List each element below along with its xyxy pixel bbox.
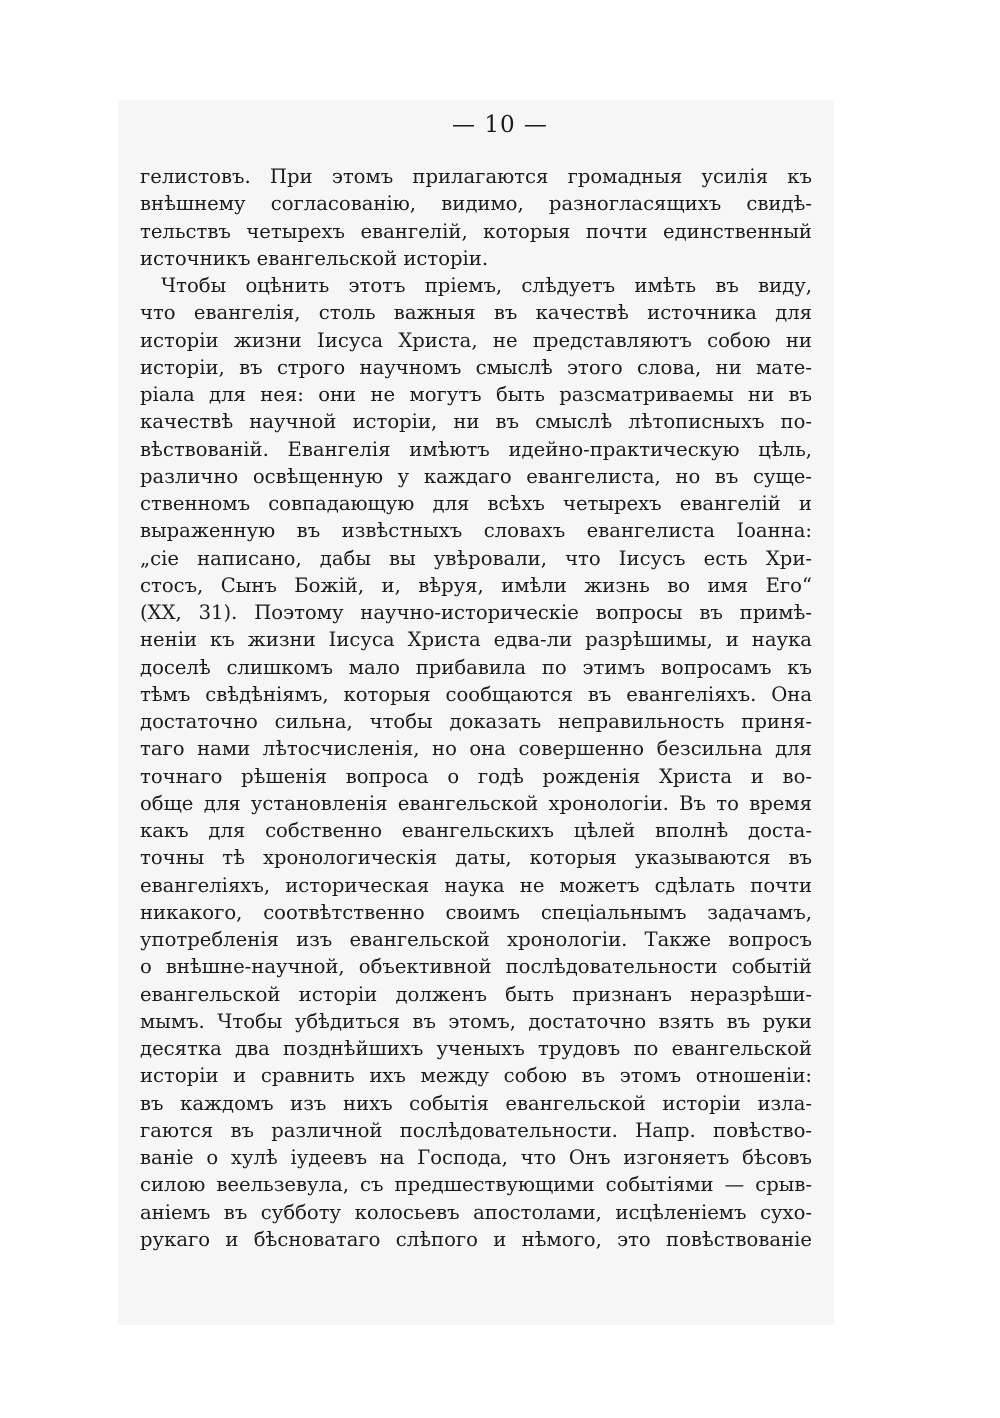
text-line: неніи къ жизни Іисуса Христа едва-ли разрѣшимы, и наука <box>140 628 812 652</box>
text-line: тельствъ четырехъ евангелій, которыя почти единственный <box>140 219 812 243</box>
text-line: гаются въ различной послѣдовательности. Напр. повѣство- <box>140 1118 812 1142</box>
text-line: точнаго рѣшенія вопроса о годѣ рожденія Христа и во- <box>140 764 812 788</box>
text-line: внѣшнему согласованію, видимо, разногласящихъ свидѣ- <box>140 192 812 216</box>
text-line: евангеліяхъ, историческая наука не можетъ сдѣлать почти <box>140 873 812 897</box>
text-line: Чтобы оцѣнить этотъ пріемъ, слѣдуетъ имѣть въ виду, <box>161 274 812 297</box>
text-line: доселѣ слишкомъ мало прибавила по этимъ вопросамъ къ <box>140 655 812 679</box>
text-line: различно освѣщенную у каждаго евангелиста, но въ суще- <box>140 464 812 488</box>
text-line: мымъ. Чтобы убѣдиться въ этомъ, достаточно взять въ руки <box>140 1009 812 1033</box>
text-line: о внѣшне-научной, объективной послѣдовательности событій <box>140 955 812 979</box>
text-line: таго нами лѣтосчисленія, но она совершенно безсильна для <box>140 737 812 761</box>
text-line: качествѣ научной исторіи, ни въ смыслѣ лѣтописныхъ по- <box>140 410 812 434</box>
text-line: рукаго и бѣсноватаго слѣпого и нѣмого, это повѣствованіе <box>140 1227 812 1251</box>
text-line: гелистовъ. При этомъ прилагаются громадныя усилія къ <box>140 165 812 188</box>
text-line: исторіи жизни Іисуса Христа, не представляютъ собою ни <box>140 328 812 352</box>
text-line: тѣмъ свѣдѣніямъ, которыя сообщаются въ евангеліяхъ. Она <box>140 682 812 706</box>
text-line: аніемъ въ субботу колосьевъ апостолами, исцѣленіемъ сухо- <box>140 1200 812 1224</box>
text-line: исторіи и сравнить ихъ между собою въ этомъ отношеніи: <box>140 1064 812 1088</box>
text-line: никакого, соотвѣтственно своимъ спеціальнымъ задачамъ, <box>140 900 812 924</box>
text-line: въ каждомъ изъ нихъ событія евангельской исторіи изла- <box>140 1091 812 1115</box>
text-line: „сіе написано, дабы вы увѣровали, что Іисусъ есть Хри- <box>140 546 812 570</box>
text-line: вѣствованій. Евангелія имѣютъ идейно-практическую цѣль, <box>140 437 812 461</box>
text-line: выраженную въ извѣстныхъ словахъ евангелиста Іоанна: <box>140 519 812 543</box>
text-line: точны тѣ хронологическія даты, которыя указываются въ <box>140 846 812 870</box>
text-line: какъ для собственно евангельскихъ цѣлей вполнѣ доста- <box>140 819 812 842</box>
text-line: ваніе о хулѣ іудеевъ на Господа, что Онъ изгоняетъ бѣсовъ <box>140 1146 812 1169</box>
text-line: евангельской исторіи долженъ быть признанъ неразрѣши- <box>140 982 812 1006</box>
text-line: ственномъ совпадающую для всѣхъ четырехъ евангелій и <box>140 492 812 515</box>
text-line: что евангелія, столь важныя въ качествѣ источника для <box>140 301 812 325</box>
text-line: (XX, 31). Поэтому научно-историческіе вопросы въ примѣ- <box>140 601 812 624</box>
text-line: десятка два позднѣйшихъ ученыхъ трудовъ по евангельской <box>140 1037 812 1060</box>
text-line: ріала для нея: они не могутъ быть разсматриваемы ни въ <box>140 383 812 406</box>
text-line: стосъ, Сынъ Божій, и, вѣруя, имѣли жизнь во имя Его“ <box>140 573 812 597</box>
text-line: силою веельзевула, съ предшествующими событіями — срыв- <box>140 1173 812 1197</box>
text-line: употребленія изъ евангельской хронологіи. Также вопросъ <box>140 928 812 951</box>
text-line: источникъ евангельской исторіи. <box>140 246 489 270</box>
text-line: достаточно сильна, чтобы доказать неправильность приня- <box>140 710 812 733</box>
body-text <box>140 163 812 1253</box>
text-line: исторіи, въ строго научномъ смыслѣ этого слова, ни мате- <box>140 355 812 379</box>
text-line: обще для установленія евангельской хронологіи. Въ то время <box>140 791 812 815</box>
page-number: — 10 — <box>452 112 548 138</box>
